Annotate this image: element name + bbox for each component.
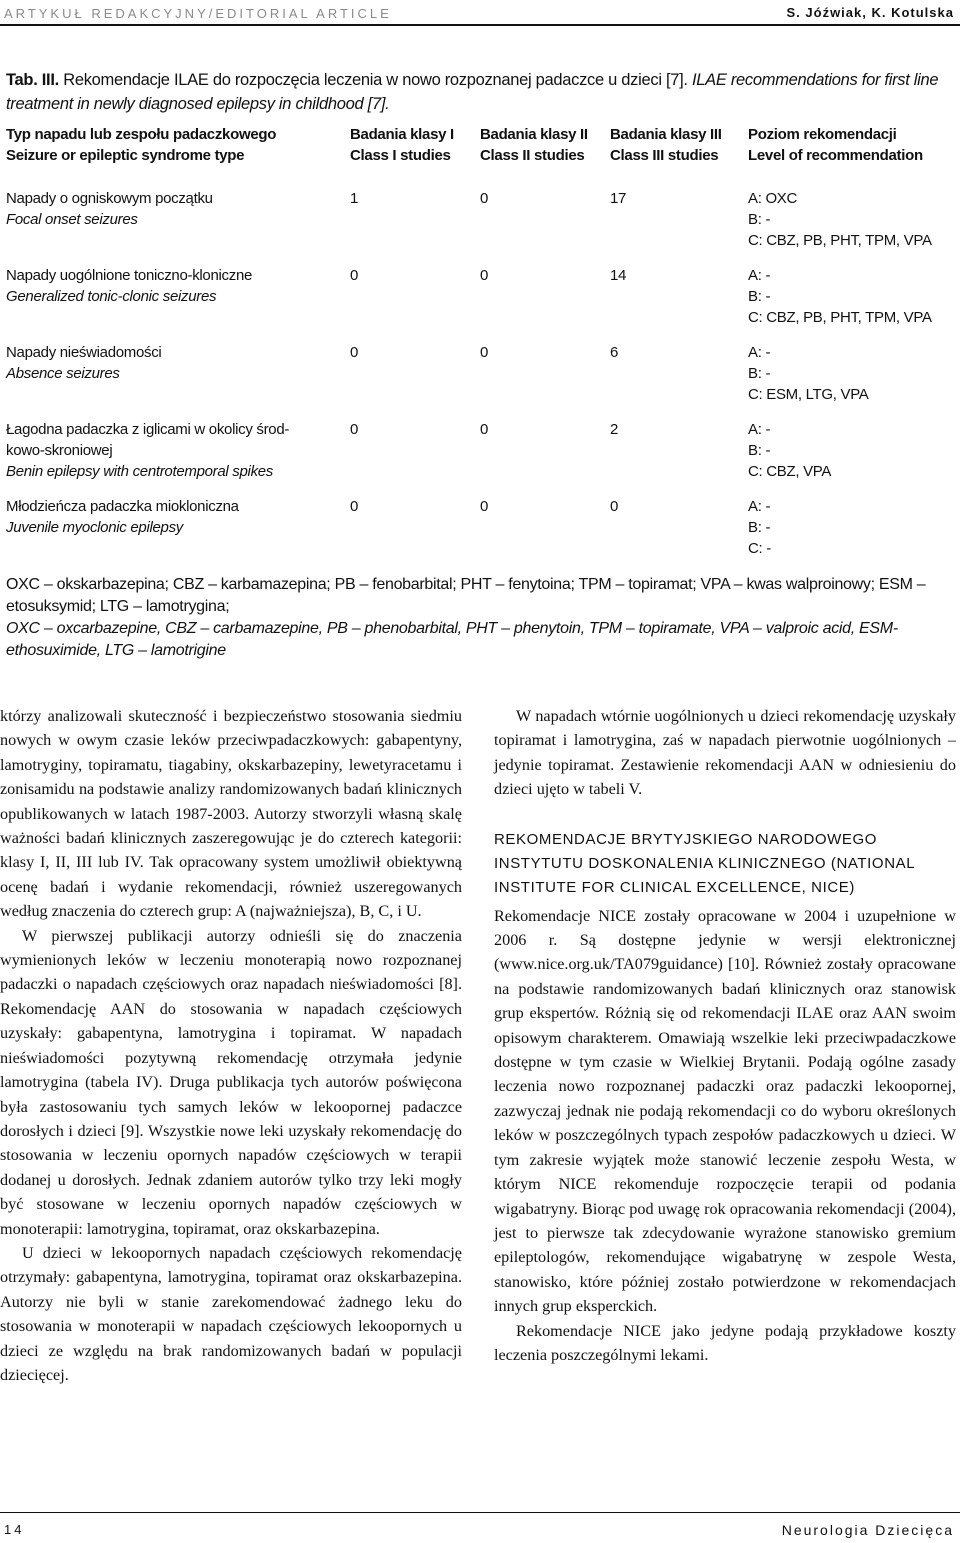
row-level: A: - B: - C: CBZ, VPA: [748, 421, 832, 480]
section-heading: REKOMENDACJE BRYTYJSKIEGO NARODOWEGO INSTYTUTU DOSKONALENIA KLINICZNEGO (NATIONAL INSTITUTE FOR CLINICAL EXCELLENCE, NICE): [494, 830, 915, 896]
row-level: A: OXC B: - C: CBZ, PB, PHT, TPM, VPA: [748, 190, 932, 249]
row-class1: 0: [350, 498, 359, 515]
col-header-class3: Badania klasy III Class III studies: [610, 126, 722, 164]
row-class3: 14: [610, 267, 627, 284]
table-header-row: [6, 124, 956, 180]
paragraph: U dzieci w lekoopornych napadach częściowych rekomendację otrzymały: gabapentyna, lamotrygina, topiramat oraz okskarbazepina. Autorzy nie byli w stanie zarekomendować żadnego leku do stosowania w monoterapii w napadach częściowych lekoopornych u dzieci ze względu na brak randomizowanych badań w populacji dziecięcej.: [0, 1243, 462, 1384]
row-class2: 0: [480, 267, 489, 284]
body-column-left: [0, 704, 462, 1387]
recommendations-table: [6, 124, 956, 573]
table-caption: [6, 68, 956, 116]
row-class1: 0: [350, 267, 359, 284]
paragraph: Rekomendacje NICE zostały opracowane w 2004 i uzupełnione w 2006 r. Są dostępne jedynie w wersji elektronicznej (www.nice.org.uk/TA079guidance) [10]. Również zostały opracowane na podstawie randomizowanych badań klinicznych oraz stanowisk grup ekspertów. Różnią się od rekomendacji ILAE oraz AAN swoim opisowym charakterem. Omawiają wszelkie leki przeciwpadaczkowe dostępne w tym czasie w Wielkiej Brytanii. Podają ogólne zasady leczenia nowo rozpoznanej padaczki oraz padaczki lekoopornej, zazwyczaj jednak nie podają rekomendacji co do wyboru określonych leków w poszczególnych typach zespołów padaczkowych u dzieci. W tym zakresie wyjątek może stanowić leczenie zespołu Westa, w którym NICE rekomenduje rozpoczęcie terapii od podania wigabatryny. Biorąc pod uwagę rok opracowania rekomendacji (2004), jest to pierwsze tak zdecydowanie wyrażone stanowisko gremium epileptologów, rekomendujące wigabatrynę w zespole Westa, stanowisko, które później zostało potwierdzone w rekomendacjach innych grup eksperckich.: [494, 906, 956, 1316]
col-header-type: Typ napadu lub zespołu padaczkowego Seizure or epileptic syndrome type: [6, 126, 277, 164]
running-header: [0, 0, 960, 24]
row-type: Napady o ogniskowym początku Focal onset seizures: [6, 190, 213, 228]
journal-name: Neurologia Dziecięca: [781, 1522, 954, 1538]
row-type: Młodzieńcza padaczka miokloniczna Juvenile myoclonic epilepsy: [6, 498, 239, 536]
row-class2: 0: [480, 190, 489, 207]
header-section-label: ARTYKUŁ REDAKCYJNY/EDITORIAL ARTICLE: [4, 6, 392, 21]
abbreviations-pl: OXC – okskarbazepina; CBZ – karbamazepina; PB – fenobarbital; PHT – fenytoina; TPM – topiramat; VPA – kwas walproinowy; ESM – etosuksymid; LTG – lamotrygina;: [6, 576, 926, 615]
header-authors: S. Jóźwiak, K. Kotulska: [786, 5, 954, 20]
row-level: A: - B: - C: CBZ, PB, PHT, TPM, VPA: [748, 267, 932, 326]
col-header-class1: Badania klasy I Class I studies: [350, 126, 454, 164]
body-column-right: [494, 704, 956, 1367]
row-class1: 0: [350, 344, 359, 361]
row-type: Napady nieświadomości Absence seizures: [6, 344, 162, 382]
table-row: [6, 419, 956, 496]
header-rule: [0, 24, 960, 26]
abbreviations-en: OXC – oxcarbazepine, CBZ – carbamazepine, PB – phenobarbital, PHT – phenytoin, TPM – topiramate, VPA – valproic acid, ESM- ethosuximide, LTG – lamotrigine: [6, 620, 898, 659]
col-header-class2: Badania klasy II Class II studies: [480, 126, 588, 164]
table-row: [6, 180, 956, 265]
table-row: [6, 265, 956, 342]
paragraph: Rekomendacje NICE jako jedyne podają przykładowe koszty leczenia poszczególnymi lekami.: [494, 1321, 956, 1364]
row-class1: 0: [350, 421, 359, 438]
row-class2: 0: [480, 344, 489, 361]
footer-rule: [0, 1512, 960, 1513]
paragraph: W pierwszej publikacji autorzy odnieśli się do znaczenia wymienionych leków w leczeniu monoterapią nowo rozpoznanej padaczki o napadach częściowych oraz napadach nieświadomości [8]. Rekomendację AAN do stosowania w napadach częściowych uzyskały: gabapentyna, lamotrygina i topiramat. W napadach nieświadomości pozytywną rekomendację otrzymała jedynie lamotrygina (tabela IV). Druga publikacja tych autorów poświęcona była zastosowaniu tych samych leków w lekoopornej padaczce dorosłych i dzieci [9]. Wszystkie nowe leki uzyskały rekomendację do stosowania w leczeniu opornych napadów częściowych w terapii dodanej u dorosłych. Jednak zdaniem autorów tylko trzy leki mogły być stosowane w leczeniu opornych napadów częściowych w monoterapii: lamotrygina, topiramat, oraz okskarbazepina.: [0, 926, 462, 1238]
table-row: [6, 342, 956, 419]
row-level: A: - B: - C: -: [748, 498, 771, 557]
row-class3: 17: [610, 190, 627, 207]
row-class3: 6: [610, 344, 619, 361]
col-header-level: Poziom rekomendacji Level of recommendation: [748, 126, 923, 164]
row-class3: 0: [610, 498, 619, 515]
row-class2: 0: [480, 421, 489, 438]
caption-text-en: ILAE recommendations for first line treatment in newly diagnosed epilepsy in childhood [7].: [6, 71, 939, 113]
page-number: 14: [4, 1522, 25, 1537]
row-class1: 1: [350, 190, 359, 207]
row-level: A: - B: - C: ESM, LTG, VPA: [748, 344, 869, 403]
paragraph: W napadach wtórnie uogólnionych u dzieci rekomendację uzyskały topiramat i lamotrygina, zaś w napadach pierwotnie uogólnionych – jedynie topiramat. Zestawienie rekomendacji AAN w odniesieniu do dzieci ujęto w tabeli V.: [494, 707, 956, 799]
page-footer: [0, 1522, 960, 1542]
table-row: [6, 496, 956, 573]
row-type: Napady uogólnione toniczno-kloniczne Generalized tonic-clonic seizures: [6, 267, 253, 305]
paragraph: którzy analizowali skuteczność i bezpieczeństwo stosowania siedmiu nowych w owym czasie leków przeciwpadaczkowych: gabapentyny, lamotryginy, topiramatu, tiagabiny, okskarbazepiny, lewetyracetamu i zonisamidu na podstawie analizy randomizowanych badań klinicznych opublikowanych w latach 1987-2003. Autorzy stworzyli własną skalę ważności badań klinicznych zaszeregowując je do czterech kategorii: klasy I, II, III lub IV. Tak opracowany system umożliwił obiektywną ocenę badań i wydanie rekomendacji, również uszeregowanych według znaczenia do czterech grup: A (najważniejsza), B, C, i U.: [0, 707, 462, 921]
table-abbreviations: [6, 574, 958, 662]
caption-text-pl: Rekomendacje ILAE do rozpoczęcia leczenia w nowo rozpoznanej padaczce u dzieci [7].: [63, 71, 688, 89]
row-class2: 0: [480, 498, 489, 515]
row-class3: 2: [610, 421, 619, 438]
row-type: Łagodna padaczka z iglicami w okolicy środ-kowo-skroniowej Benin epilepsy with centrotemporal spikes: [6, 421, 290, 480]
caption-label: Tab. III.: [6, 71, 59, 89]
